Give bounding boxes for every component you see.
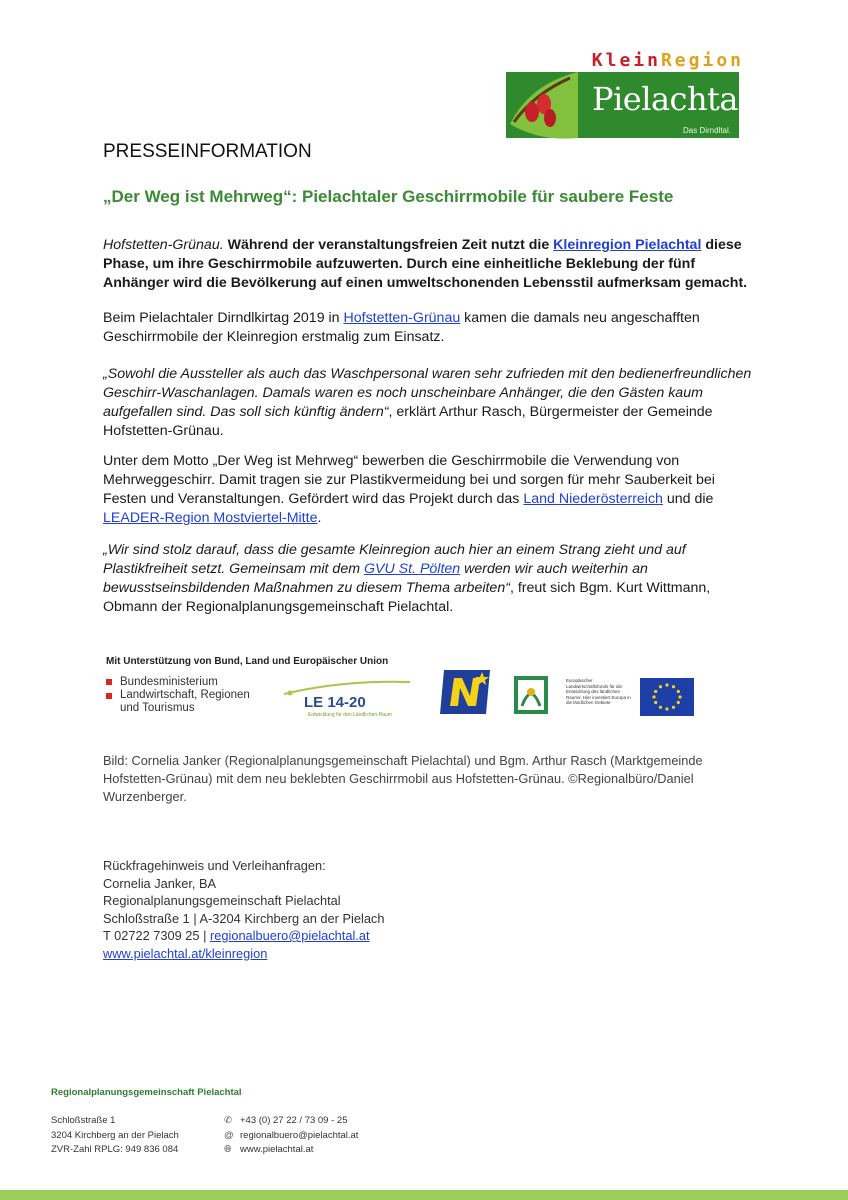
press-title: PRESSEINFORMATION <box>103 141 312 162</box>
contact-email-link[interactable]: regionalbuero@pielachtal.at <box>209 928 370 943</box>
logo-kleinregion-text: KleinRegion <box>591 50 744 71</box>
leader-logo-icon <box>514 676 548 714</box>
link-land-niederoesterreich[interactable]: Land Niederösterreich <box>523 491 663 507</box>
footer-address: Schloßstraße 1 3204 Kirchberg an der Pielach ZVR-Zahl RPLG: 949 836 084 <box>51 1115 179 1155</box>
at-icon: @ <box>224 1129 234 1141</box>
funding-logos: Mit Unterstützung von Bund, Land und Europäischer Union Bundesministerium Landwirtschaft, Regionen und Tourismus LE 14-20 Entwicklung für den Ländlichen Raum Europäischer Landwirtschaftsfonds für die Entwicklung des ländlichen Raums: Hier investiert Europa in die ländlichen Gebiete <box>106 656 706 726</box>
headline: „Der Weg ist Mehrweg“: Pielachtaler Geschirrmobile für saubere Feste <box>103 187 674 206</box>
contact-org: Regionalplanungsgemeinschaft Pielachtal <box>103 893 341 908</box>
logo-tagline: Das Dirndltal. <box>682 126 731 135</box>
contact-block <box>103 857 753 962</box>
phone-icon: ✆ <box>224 1115 232 1126</box>
lead-paragraph: Hofstetten-Grünau. Während der veranstaltungsfreien Zeit nutzt die Kleinregion Pielachtal diese Phase, um ihre Geschirrmobile aufzuwerten. Durch eine einheitliche Beklebung der fünf Anhänger wird die Bevölkerung auf einen umweltschonenden Lebensstil aufmerksam gemacht. <box>103 237 748 291</box>
contact-address: Schloßstraße 1 | A-3204 Kirchberg an der Pielach <box>103 910 385 926</box>
contact-web-link[interactable]: www.pielachtal.at/kleinregion <box>103 945 268 961</box>
paragraph-motto: Unter dem Motto „Der Weg ist Mehrweg“ bewerben die Geschirrmobile die Verwendung von Mehrweggeschirr. Damit tragen sie zur Plastikvermeidung bei und sorgen für mehr Sauberkeit bei Festen und Veranstaltungen. Gefördert wird das Projekt durch das Land Niederösterreich und die LEADER-Region Mostviertel-Mitte. <box>103 453 715 526</box>
globe-icon: 🌐︎ <box>224 1144 232 1155</box>
niederoesterreich-logo-icon <box>438 668 492 716</box>
contact-name: Cornelia Janker, BA <box>103 875 217 891</box>
quote-arthur-rasch: „Sowohl die Aussteller als auch das Waschpersonal waren sehr zufrieden mit den bedienerfreundlichen Geschirr-Waschanlagen. Damals waren es noch unscheinbare Anhänger, die den Gästen kaum aufgefallen sind. Das soll sich künftig ändern“, erklärt Arthur Rasch, Bürgermeister der Gemeinde Hofstetten-Grünau. <box>103 366 752 439</box>
link-gvu-st-poelten[interactable]: GVU St. Pölten <box>363 561 461 577</box>
link-kleinregion-pielachtal[interactable]: Kleinregion Pielachtal <box>553 237 702 253</box>
link-leader-region[interactable]: LEADER-Region Mostviertel-Mitte <box>103 510 318 526</box>
contact-heading: Rückfragehinweis und Verleihanfragen: <box>103 858 326 873</box>
eu-fund-text: Europäischer Landwirtschaftsfonds für die Entwicklung des ländlichen Raums: Hier investiert Europa in die ländlichen Gebiete <box>566 678 631 705</box>
logo-name: Pielachtal <box>592 80 748 118</box>
image-caption: Bild: Cornelia Janker (Regionalplanungsgemeinschaft Pielachtal) und Bgm. Arthur Rasch (Marktgemeinde Hofstetten-Grünau) mit dem neu beklebten Geschirrmobil aus Hofstetten-Grünau. ©Regionalbüro/Daniel Wurzenberger. <box>103 753 703 804</box>
le-14-20-logo: LE 14-20 Entwicklung für den Ländlichen Raum <box>282 678 412 722</box>
kleinregion-pielachtal-logo <box>500 50 750 142</box>
footer-green-bar <box>0 1190 848 1200</box>
quote-kurt-wittmann: „Wir sind stolz darauf, dass die gesamte Kleinregion auch hier an einem Strang zieht und auf Plastikfreiheit setzt. Gemeinsam mit dem GVU St. Pölten werden wir auch weiterhin an bewusstseinsbildenden Maßnahmen zu diesem Thema arbeiten“, freut sich Bgm. Kurt Wittmann, Obmann der Regionalplanungsgemeinschaft Pielachtal. <box>103 542 711 615</box>
dirndl-berry-icon <box>500 64 580 144</box>
footer-org: Regionalplanungsgemeinschaft Pielachtal <box>51 1087 242 1098</box>
eu-flag-icon <box>640 678 694 716</box>
paragraph-dirndlkirtag: Beim Pielachtaler Dirndlkirtag 2019 in Hofstetten-Grünau kamen die damals neu angeschafften Geschirrmobile der Kleinregion erstmalig zum Einsatz. <box>103 310 700 345</box>
footer-contact: ✆ +43 (0) 27 22 / 73 09 - 25 @ regionalbuero@pielachtal.at 🌐︎ www.pielachtal.at <box>224 1114 358 1158</box>
austria-flag-icon <box>106 679 112 699</box>
funding-title: Mit Unterstützung von Bund, Land und Europäischer Union <box>106 656 389 667</box>
link-hofstetten-gruenau[interactable]: Hofstetten-Grünau <box>343 310 461 326</box>
contact-phone-email: T 02722 7309 25 | regionalbuero@pielachtal.at <box>103 928 370 943</box>
